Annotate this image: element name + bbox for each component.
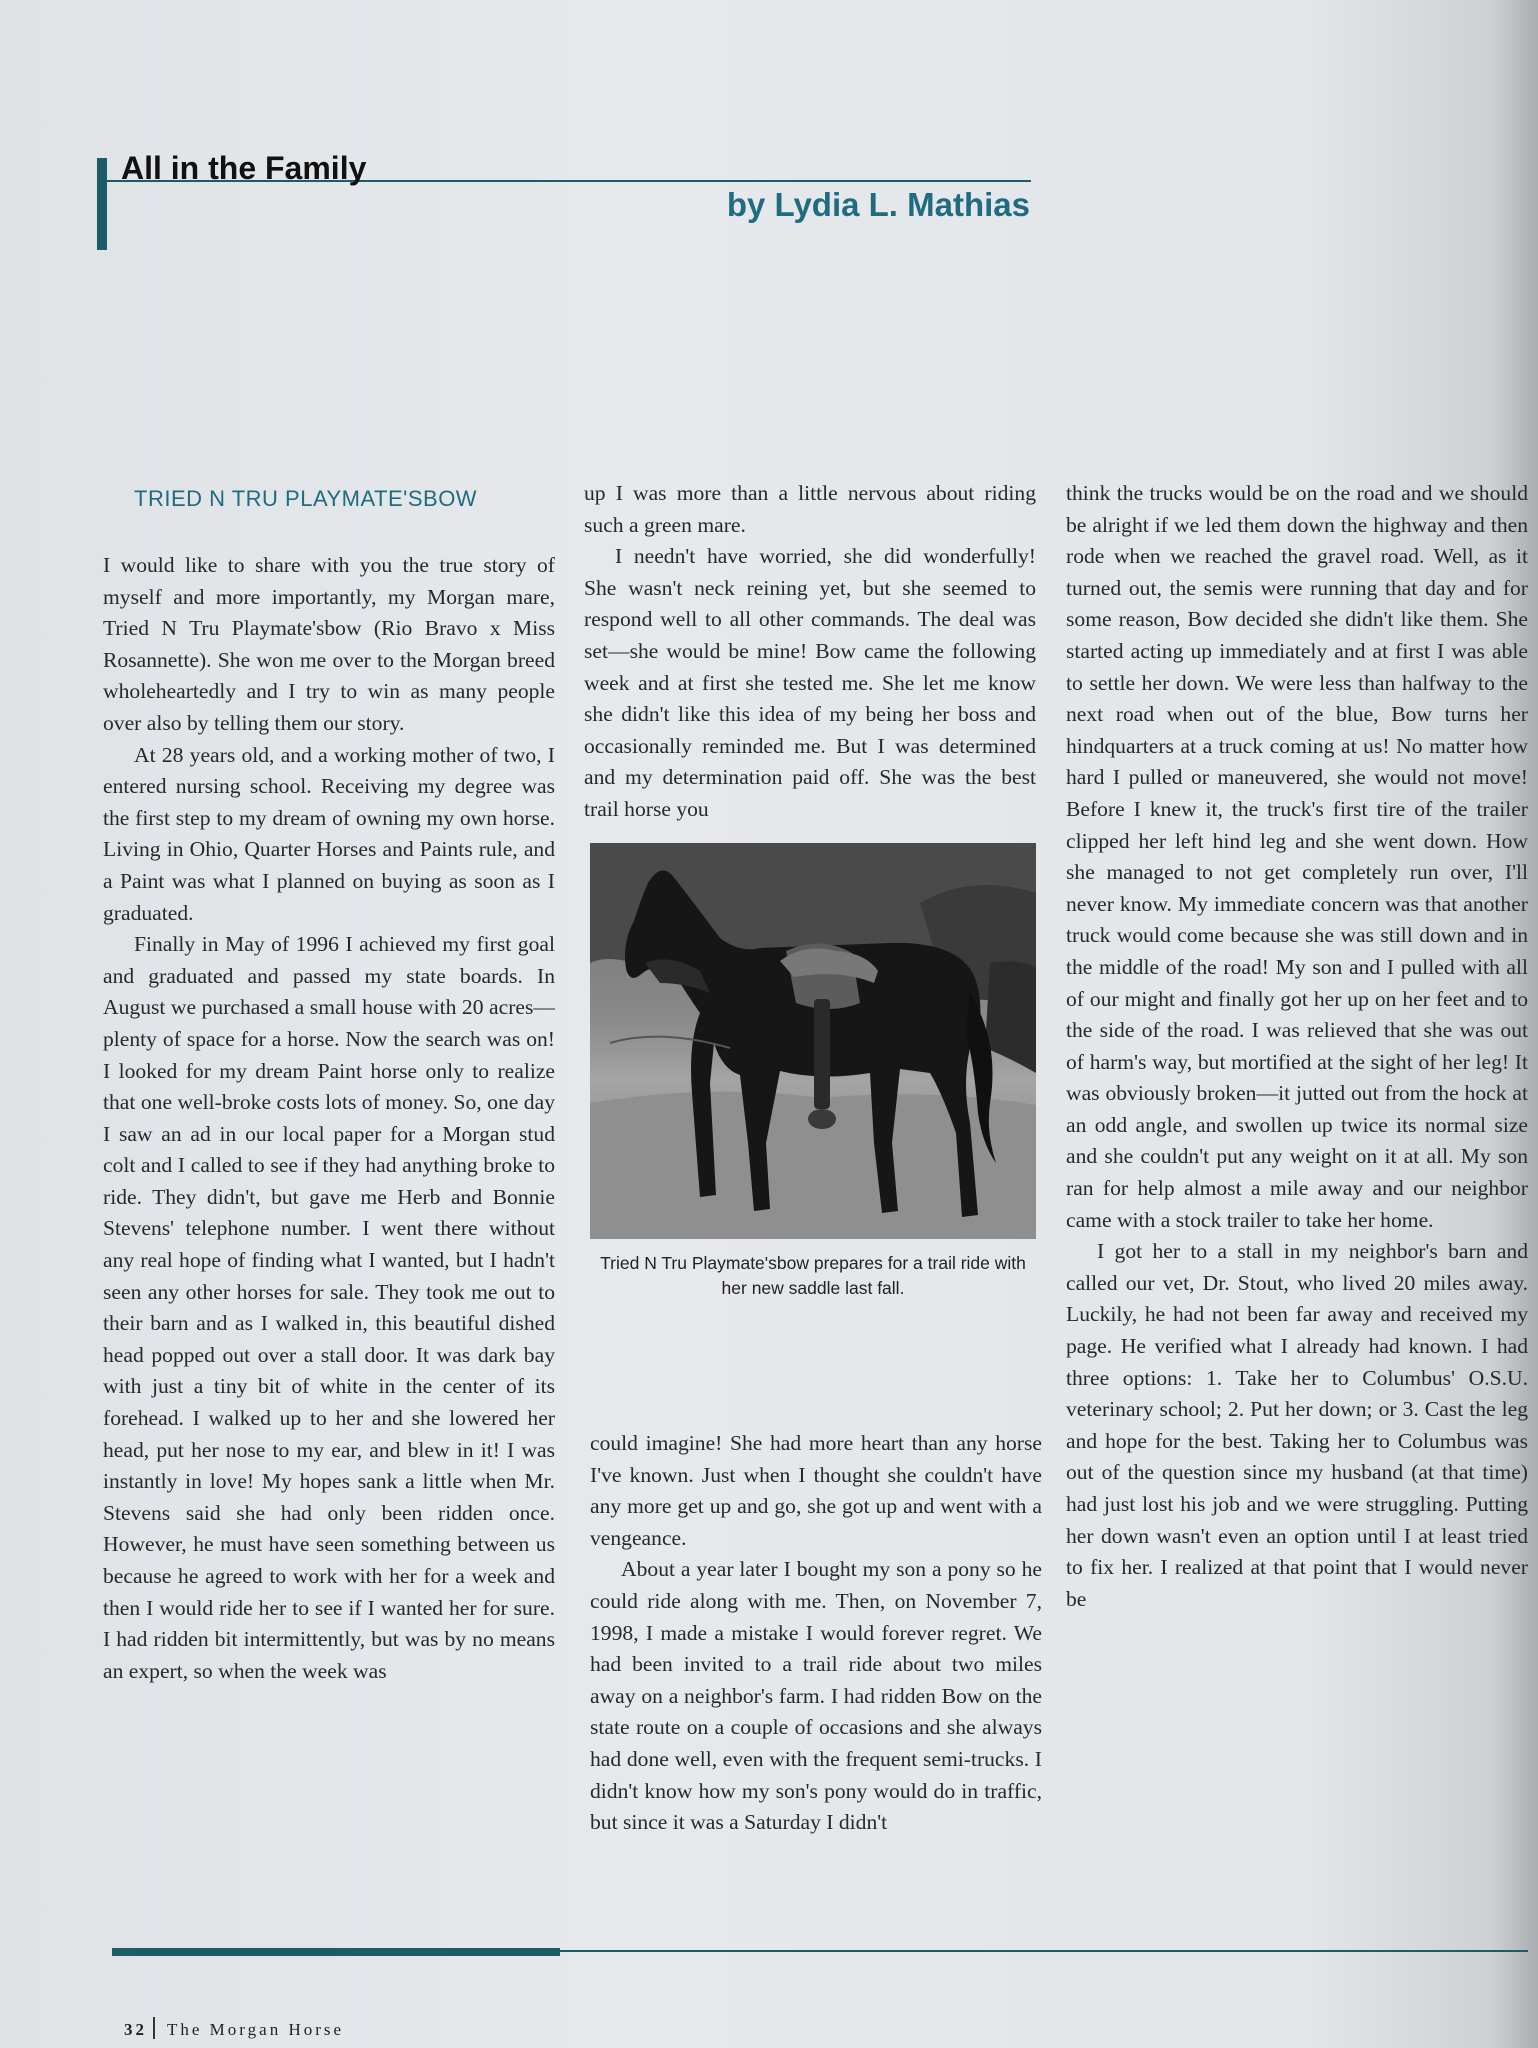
page-footer bbox=[124, 2017, 344, 2040]
paragraph: could imagine! She had more heart than any horse I've known. Just when I thought she couldn't have any more get up and go, she got up and went with a vengeance. bbox=[590, 1431, 1042, 1550]
footer-separator bbox=[153, 2017, 155, 2039]
paragraph: I needn't have worried, she did wonderfully! She wasn't neck reining yet, but she seemed to respond well to all other commands. The deal was set—she would be mine! Bow came the following week and at first she tested me. She let me know she didn't like this idea of my being her boss and occasionally reminded me. But I was determined and my determination paid off. She was the best trail horse you bbox=[584, 544, 1036, 821]
column-2 bbox=[584, 478, 1036, 1301]
publication-name: The Morgan Horse bbox=[167, 2020, 345, 2039]
paragraph: Finally in May of 1996 I achieved my first goal and graduated and passed my state boards. In August we purchased a small house with 20 acres—plenty of space for a horse. Now the search was on! I looked for my dream Paint horse only to realize that one well-broke costs lots of money. So, one day I saw an ad in our local paper for a Morgan stud colt and I called to see if they had anything broke to ride. They didn't, but gave me Herb and Bonnie Stevens' telephone number. I went there without any real hope of finding what I wanted, but I hadn't seen any other horses for sale. They took me out to their barn and as I walked in, this beautiful dished head popped out over a stall door. It was dark bay with just a tiny bit of white in the center of its forehead. I walked up to her and she lowered her head, put her nose to my ear, and blew in it! I was instantly in love! My hopes sank a little when Mr. Stevens said she had only been ridden once. However, he must have seen something between us because he agreed to work with her for a week and then I would ride her to see if I wanted her for sure. I had ridden bit intermittently, but was by no means an expert, so when the week was bbox=[103, 932, 555, 1683]
article-title: All in the Family bbox=[121, 150, 367, 186]
paragraph: I got her to a stall in my neighbor's barn and called our vet, Dr. Stout, who lived 20 miles away. Luckily, he had not been far away and received my page. He verified what I already had known. I had three options: 1. Take her to Columbus' O.S.U. veterinary school; 2. Put her down; or 3. Cast the leg and hope for the best. Taking her to Columbus was out of the question since my husband (at that time) had just lost his job and we were struggling. Putting her down wasn't even an option until I at least tried to fix her. I realized at that point that I would never be bbox=[1066, 1239, 1528, 1611]
footer-rule-thin bbox=[560, 1950, 1528, 1952]
horse-photo bbox=[590, 843, 1036, 1239]
column-1 bbox=[103, 478, 555, 1687]
photo-caption: Tried N Tru Playmate'sbow prepares for a trail ride with her new saddle last fall. bbox=[600, 1252, 1026, 1298]
article-byline: by Lydia L. Mathias bbox=[726, 186, 1030, 223]
column-2-continued bbox=[590, 1428, 1042, 1839]
paragraph: think the trucks would be on the road and we should be alright if we led them down the highway and then rode when we reached the gravel road. Well, as it turned out, the semis were running that day and for some reason, Bow decided she didn't like them. She started acting up immediately and at first I was able to settle her down. We were less than halfway to the next road when out of the blue, Bow turns her hindquarters at a truck coming at us! No matter how hard I pulled or maneuvered, she would not move! Before I knew it, the truck's first tire of the trailer clipped her left hind leg and she went down. How she managed to not get completely run over, I'll never know. My immediate concern was that another truck would come because she was still down and in the middle of the road! My son and I pulled with all of our might and finally got her up on her feet and to the side of the road. I was relieved that she was out of harm's way, but mortified at the sight of her leg! It was obviously broken—it jutted out from the hock at an odd angle, and swollen up twice its normal size and she couldn't put any weight on it at all. My son ran for help almost a mile away and our neighbor came with a stock trailer to take her home. bbox=[1066, 481, 1528, 1232]
paragraph: up I was more than a little nervous about riding such a green mare. bbox=[584, 481, 1036, 537]
photo-figure bbox=[590, 843, 1036, 1301]
title-accent-bar bbox=[97, 158, 107, 250]
paragraph: I would like to share with you the true story of myself and more importantly, my Morgan mare, Tried N Tru Playmate'sbow (Rio Bravo x Miss Rosannette). She won me over to the Morgan breed wholeheartedly and I try to win as many people over also by telling them our story. bbox=[103, 553, 555, 735]
section-heading: TRIED N TRU PLAYMATE'SBOW bbox=[134, 486, 478, 511]
paragraph: At 28 years old, and a working mother of two, I entered nursing school. Receiving my degree was the first step to my dream of owning my own horse. Living in Ohio, Quarter Horses and Paints rule, and a Paint was what I planned on buying as soon as I graduated. bbox=[103, 742, 555, 925]
page-number: 32 bbox=[124, 2020, 147, 2039]
column-3 bbox=[1066, 478, 1528, 1615]
paragraph: About a year later I bought my son a pony so he could ride along with me. Then, on November 7, 1998, I made a mistake I would forever regret. We had been invited to a trail ride about two miles away on a neighbor's farm. I had ridden Bow on the state route on a couple of occasions and she always had done well, even with the frequent semi-trucks. I didn't know how my son's pony would do in traffic, but since it was a Saturday I didn't bbox=[590, 1557, 1042, 1835]
footer-rule-thick bbox=[112, 1948, 560, 1956]
